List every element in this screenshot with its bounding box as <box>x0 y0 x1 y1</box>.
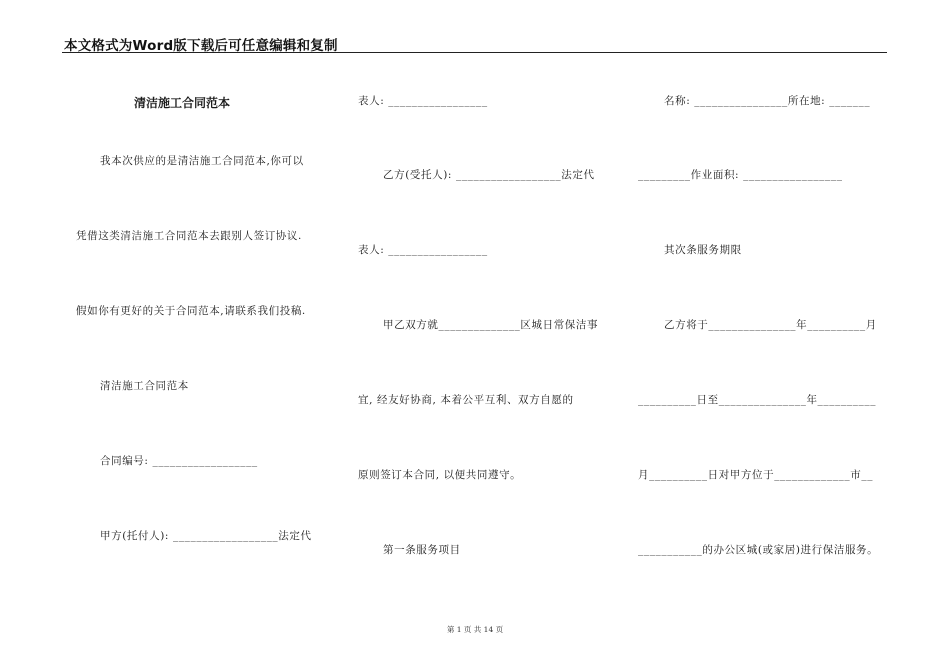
party-a-field: 甲方(托付人): __________________法定代 <box>100 530 312 542</box>
col1-line-1: 我本次供应的是清洁施工合同范本,你可以 <box>100 155 304 167</box>
document-title: 清洁施工合同范本 <box>134 96 231 110</box>
section-heading-service-period: 其次条服务期限 <box>664 244 742 256</box>
col1-line-2: 凭借这类清洁施工合同范本去跟别人签订协议. <box>76 230 302 242</box>
header-divider <box>62 52 887 53</box>
page-number-footer: 第 1 页 共 14 页 <box>446 625 504 634</box>
col3-line-4: 乙方将于_______________年__________月 <box>664 319 877 331</box>
col2-line-1: 表人: _________________ <box>358 95 488 107</box>
party-b-field: 乙方(受托人): __________________法定代 <box>383 169 595 181</box>
col3-line-1: 名称: ________________所在地: _______ <box>664 95 871 107</box>
col3-line-7: ___________的办公区城(或家居)进行保洁服务。 <box>638 544 879 556</box>
col1-line-4: 清洁施工合同范本 <box>100 380 189 392</box>
col2-line-3: 表人: _________________ <box>358 244 488 256</box>
section-heading-service-items: 第一条服务项目 <box>383 544 461 556</box>
col3-line-6: 月__________日对甲方位于_____________市__ <box>638 469 874 481</box>
col2-line-5: 宜, 经友好协商, 本着公平互利、双方自愿的 <box>358 394 574 406</box>
col3-line-5: __________日至_______________年__________ <box>638 394 877 406</box>
col2-line-4: 甲乙双方就______________区城日常保洁事 <box>383 319 599 331</box>
col3-line-2: _________作业面积: _________________ <box>638 169 843 181</box>
contract-number-field: 合同编号: __________________ <box>100 455 258 467</box>
col1-line-3: 假如你有更好的关于合同范本,请联系我们投稿. <box>76 305 306 317</box>
document-header-title: 本文格式为Word版下载后可任意编辑和复制 <box>64 38 338 54</box>
col2-line-6: 原则签订本合同, 以便共同遵守。 <box>358 469 522 481</box>
